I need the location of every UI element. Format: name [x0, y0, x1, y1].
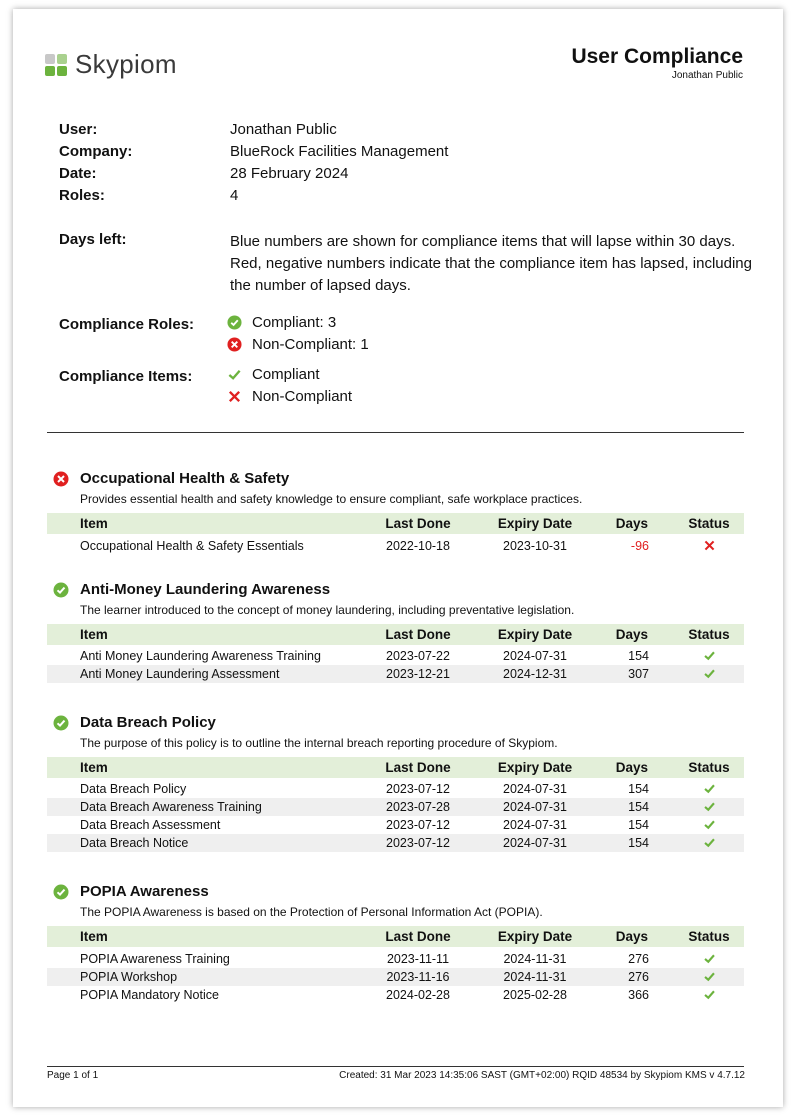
legend-roles-compliant-text: Compliant: 3	[252, 314, 337, 331]
days-left-label: Days left:	[59, 231, 127, 248]
cell-expiry: 2024-11-31	[503, 970, 567, 984]
cell-last-done: 2023-07-12	[386, 782, 450, 796]
cell-days: 154	[628, 649, 649, 663]
header-days: Days	[615, 627, 648, 642]
section-description: The learner introduced to the concept of money laundering, including preventative legislation.	[80, 603, 575, 617]
cross-icon	[227, 389, 242, 404]
logo-mark-icon	[45, 54, 67, 76]
cell-item: Data Breach Notice	[80, 836, 189, 850]
cell-status	[679, 952, 739, 968]
header-status: Status	[688, 627, 730, 642]
cell-days: 276	[628, 970, 649, 984]
cell-expiry: 2024-07-31	[503, 818, 567, 832]
check-icon	[703, 800, 716, 813]
cell-item: POPIA Workshop	[80, 970, 178, 984]
table-row	[47, 798, 744, 816]
brand-name: Skypiom	[75, 49, 177, 79]
check-icon	[703, 667, 716, 680]
table-row	[47, 665, 744, 683]
cell-item: POPIA Awareness Training	[80, 952, 230, 966]
cell-item: Data Breach Policy	[80, 782, 187, 796]
brand-logo	[45, 49, 177, 80]
cell-item: POPIA Mandatory Notice	[80, 988, 219, 1002]
cell-item: Anti Money Laundering Assessment	[80, 667, 280, 681]
legend-items-noncompliant	[227, 388, 352, 405]
table-row	[47, 816, 744, 834]
cell-expiry: 2024-11-31	[503, 952, 567, 966]
cell-days: 276	[628, 952, 649, 966]
table-header	[47, 624, 744, 645]
user-value: Jonathan Public	[230, 121, 337, 138]
date-value: 28 February 2024	[230, 165, 349, 182]
legend-roles-noncompliant-text: Non-Compliant: 1	[252, 336, 369, 353]
section-title: Occupational Health & Safety	[80, 470, 290, 487]
cell-status	[679, 667, 739, 683]
header-last-done: Last Done	[385, 929, 451, 944]
header-status: Status	[688, 760, 730, 775]
cell-last-done: 2023-07-28	[386, 800, 450, 814]
compliance-roles-label: Compliance Roles:	[59, 316, 195, 333]
check-circle-icon	[53, 884, 69, 900]
cell-status	[679, 649, 739, 665]
cell-last-done: 2022-10-18	[386, 539, 450, 553]
cell-days: 307	[628, 667, 649, 681]
cell-last-done: 2023-07-12	[386, 818, 450, 832]
created-info: Created: 31 Mar 2023 14:35:06 SAST (GMT+02:00) RQID 48534 by Skypiom KMS v 4.7.12	[339, 1070, 745, 1081]
cell-days: -96	[630, 539, 649, 553]
cell-expiry: 2024-07-31	[503, 836, 567, 850]
cell-expiry: 2024-07-31	[503, 800, 567, 814]
section-title: Anti-Money Laundering Awareness	[80, 581, 331, 598]
cell-status	[679, 988, 739, 1004]
cell-days: 154	[628, 836, 649, 850]
check-icon	[703, 952, 716, 965]
legend-items-noncompliant-text: Non-Compliant	[252, 388, 353, 405]
cell-item: Data Breach Assessment	[80, 818, 221, 832]
cell-last-done: 2023-07-22	[386, 649, 450, 663]
cell-days: 154	[628, 782, 649, 796]
table-header	[47, 513, 744, 534]
date-label: Date:	[59, 165, 97, 182]
check-icon	[227, 367, 242, 382]
cell-item: Occupational Health & Safety Essentials	[80, 539, 304, 553]
legend-roles-noncompliant	[227, 336, 369, 353]
table-row	[47, 986, 744, 1004]
table-row	[47, 968, 744, 986]
check-icon	[703, 782, 716, 795]
section-description: The POPIA Awareness is based on the Protection of Personal Information Act (POPIA).	[80, 905, 543, 919]
cell-expiry: 2024-07-31	[503, 649, 567, 663]
header-last-done: Last Done	[385, 760, 451, 775]
header-item: Item	[80, 929, 108, 944]
x-circle-icon	[53, 471, 69, 487]
cell-expiry: 2024-12-31	[503, 667, 567, 681]
cell-expiry: 2025-02-28	[503, 988, 567, 1002]
check-circle-icon	[227, 315, 242, 330]
header-item: Item	[80, 516, 108, 531]
cell-last-done: 2024-02-28	[386, 988, 450, 1002]
cell-days: 154	[628, 800, 649, 814]
cell-last-done: 2023-11-16	[386, 970, 450, 984]
cell-days: 154	[628, 818, 649, 832]
cell-status	[679, 800, 739, 816]
cell-status	[679, 836, 739, 852]
check-icon	[703, 649, 716, 662]
roles-label: Roles:	[59, 187, 105, 204]
page-number: Page 1 of 1	[47, 1070, 99, 1081]
section-title: Data Breach Policy	[80, 714, 216, 731]
cell-status	[679, 818, 739, 834]
table-row	[47, 780, 744, 798]
cell-status	[679, 970, 739, 986]
table-row	[47, 537, 744, 555]
check-icon	[703, 836, 716, 849]
section-description: Provides essential health and safety knowledge to ensure compliant, safe workplace practices.	[80, 492, 583, 506]
cell-status	[679, 782, 739, 798]
table-header	[47, 926, 744, 947]
divider	[47, 432, 744, 433]
cell-last-done: 2023-12-21	[386, 667, 450, 681]
document-subtitle: Jonathan Public	[671, 70, 743, 81]
table-header	[47, 757, 744, 778]
check-circle-icon	[53, 715, 69, 731]
table-row	[47, 950, 744, 968]
cell-last-done: 2023-11-11	[386, 952, 450, 966]
header-days: Days	[615, 760, 648, 775]
header-item: Item	[80, 627, 108, 642]
roles-value: 4	[230, 187, 239, 204]
section-title: POPIA Awareness	[80, 883, 209, 900]
user-label: User:	[59, 121, 98, 138]
days-left-description: Blue numbers are shown for compliance items that will lapse within 30 days. Red, negative numbers indicate that the compliance item has lapsed, including the number of lapsed days.	[230, 233, 752, 294]
cross-icon	[703, 539, 716, 552]
header-status: Status	[688, 929, 730, 944]
cell-status	[679, 539, 739, 555]
document-title: User Compliance	[571, 45, 743, 68]
header-days: Days	[615, 516, 648, 531]
company-value: BlueRock Facilities Management	[230, 143, 449, 160]
company-label: Company:	[59, 143, 133, 160]
header-last-done: Last Done	[385, 516, 451, 531]
header-status: Status	[688, 516, 730, 531]
header-expiry: Expiry Date	[497, 516, 573, 531]
header-last-done: Last Done	[385, 627, 451, 642]
header-days: Days	[615, 929, 648, 944]
cell-expiry: 2024-07-31	[503, 782, 567, 796]
check-icon	[703, 970, 716, 983]
check-icon	[703, 818, 716, 831]
cell-item: Anti Money Laundering Awareness Training	[80, 649, 321, 663]
legend-items-compliant	[227, 366, 320, 383]
header-item: Item	[80, 760, 108, 775]
table-row	[47, 647, 744, 665]
x-circle-icon	[227, 337, 242, 352]
document-page	[13, 9, 783, 1107]
cell-item: Data Breach Awareness Training	[80, 800, 262, 814]
header-expiry: Expiry Date	[497, 929, 573, 944]
legend-roles-compliant	[227, 314, 336, 331]
header-expiry: Expiry Date	[497, 627, 573, 642]
table-row	[47, 834, 744, 852]
cell-days: 366	[628, 988, 649, 1002]
legend-items-compliant-text: Compliant	[252, 366, 320, 383]
check-icon	[703, 988, 716, 1001]
cell-expiry: 2023-10-31	[503, 539, 567, 553]
header-expiry: Expiry Date	[497, 760, 573, 775]
check-circle-icon	[53, 582, 69, 598]
compliance-items-label: Compliance Items:	[59, 368, 193, 385]
footer-divider	[47, 1066, 744, 1067]
section-description: The purpose of this policy is to outline the internal breach reporting procedure of Skypiom.	[80, 736, 558, 750]
cell-last-done: 2023-07-12	[386, 836, 450, 850]
